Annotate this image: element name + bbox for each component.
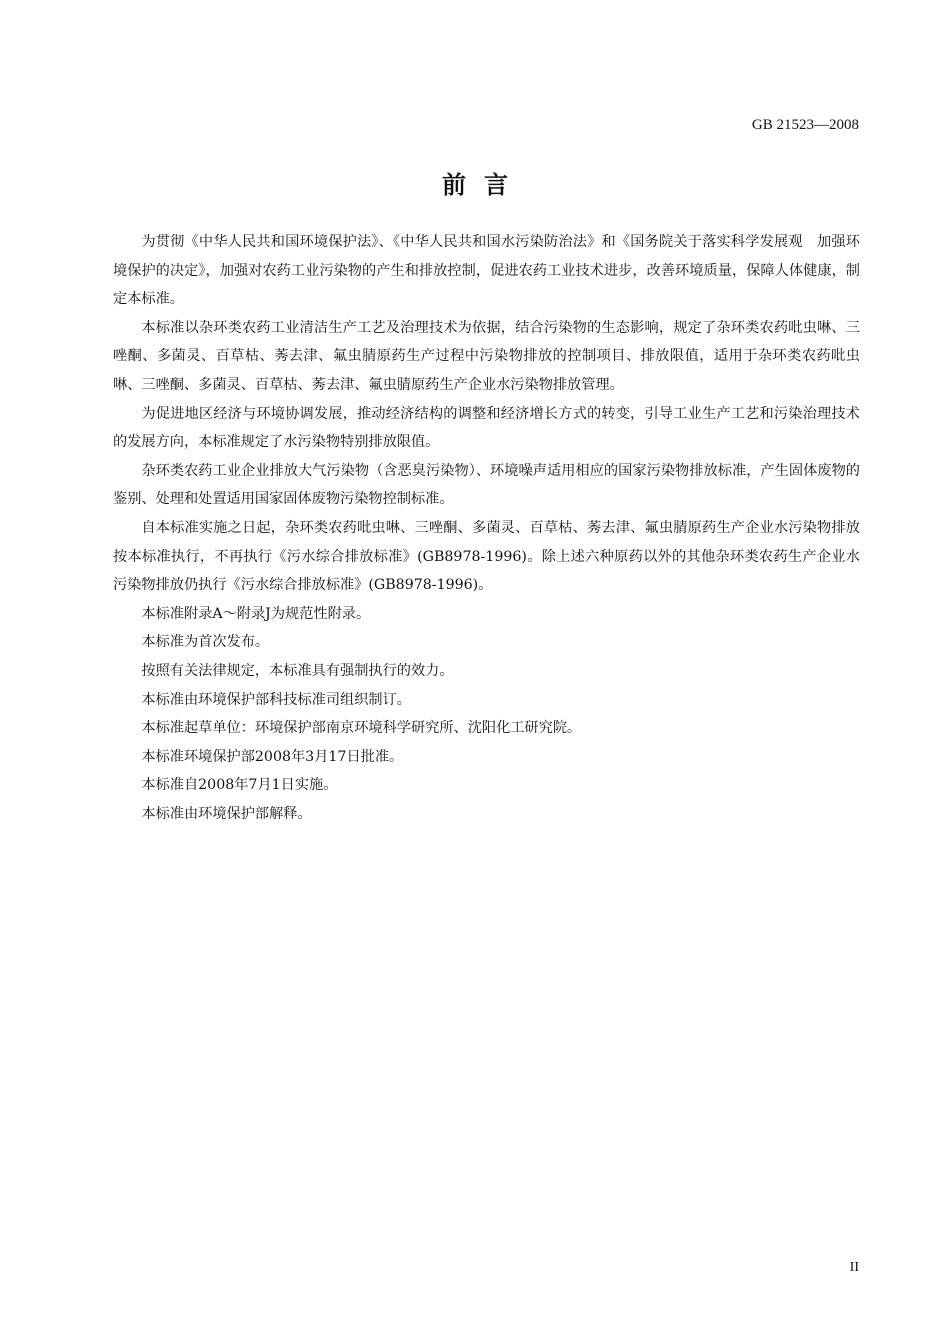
paragraph: 本标准起草单位：环境保护部南京环境科学研究所、沈阳化工研究院。 (141, 720, 582, 737)
paragraph: 本标准自2008年7月1日实施。 (141, 777, 338, 794)
standard-code: GB 21523—2008 (751, 117, 859, 133)
paragraph: 本标准由环境保护部解释。 (141, 805, 312, 822)
paragraph: 为贯彻《中华人民共和国环境保护法》、《中华人民共和国水污染防治法》和《国务院关于落实科学发展观 加强环境保护的决定》，加强对农药工业污染物的产生和排放控制，促进农药工业技术进步，改善环境质量，保障人体健康，制定本标准。 (113, 234, 860, 308)
page-title: 前言 (442, 171, 526, 199)
page-number: II (849, 1260, 859, 1275)
paragraph: 本标准由环境保护部科技标准司组织制订。 (141, 691, 411, 708)
foreword-body (113, 228, 860, 828)
paragraph: 自本标准实施之日起，杂环类农药吡虫啉、三唑酮、多菌灵、百草枯、莠去津、氟虫腈原药生产企业水污染物排放按本标准执行，不再执行《污水综合排放标准》(GB8978-1996)。除上述六种原药以外的其他杂环类农药生产企业水污染物排放仍执行《污水综合排放标准》(GB8978-1996)。 (113, 519, 860, 594)
paragraph: 本标准环境保护部2008年3月17日批准。 (141, 748, 404, 765)
paragraph: 按照有关法律规定，本标准具有强制执行的效力。 (141, 662, 454, 679)
paragraph: 杂环类农药工业企业排放大气污染物（含恶臭污染物）、环境噪声适用相应的国家污染物排放标准，产生固体废物的鉴别、处理和处置适用国家固体废物污染物控制标准。 (113, 462, 860, 508)
paragraph: 本标准为首次发布。 (141, 634, 270, 651)
paragraph: 为促进地区经济与环境协调发展，推动经济结构的调整和经济增长方式的转变，引导工业生产工艺和污染治理技术的发展方向，本标准规定了水污染物特别排放限值。 (113, 405, 860, 451)
paragraph: 本标准附录A～附录J为规范性附录。 (141, 605, 371, 622)
paragraph: 本标准以杂环类农药工业清洁生产工艺及治理技术为依据，结合污染物的生态影响，规定了杂环类农药吡虫啉、三唑酮、多菌灵、百草枯、莠去津、氟虫腈原药生产过程中污染物排放的控制项目、排放限值，适用于杂环类农药吡虫啉、三唑酮、多菌灵、百草枯、莠去津、氟虫腈原药生产企业水污染物排放管理。 (113, 319, 860, 393)
